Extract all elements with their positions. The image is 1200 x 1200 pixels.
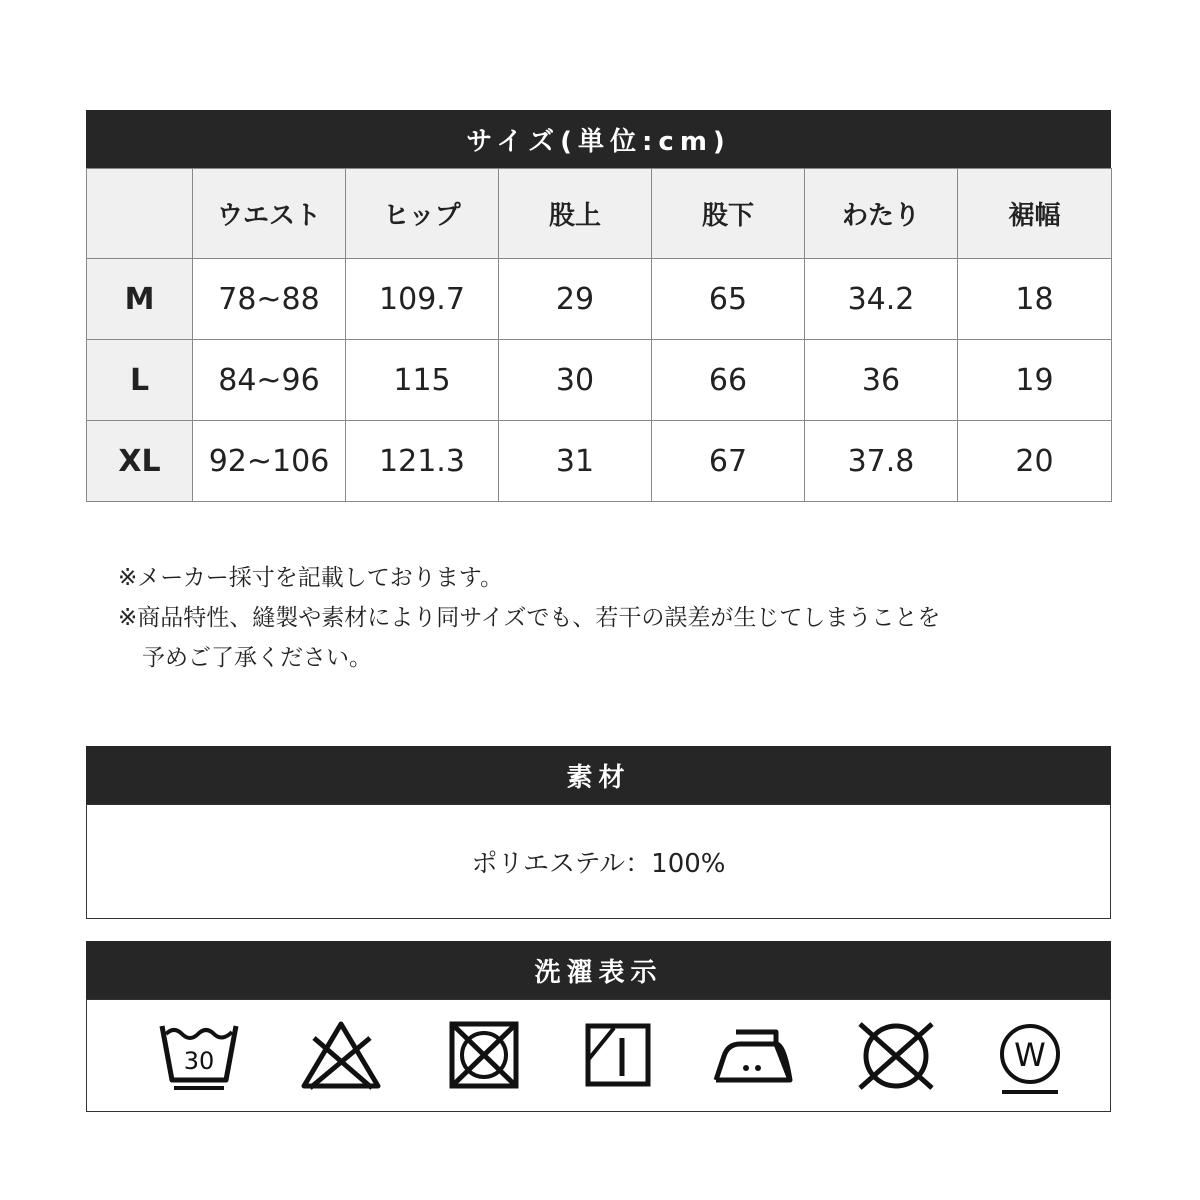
line-dry-shade-icon	[584, 1020, 654, 1092]
table-cell: 92~106	[193, 421, 346, 502]
header-waist: ウエスト	[193, 169, 346, 259]
table-cell: 37.8	[805, 421, 958, 502]
table-cell: 67	[652, 421, 805, 502]
table-header-row	[87, 169, 1112, 259]
wash-temp-label: 30	[183, 1047, 215, 1075]
header-corner-cell	[87, 169, 193, 259]
table-cell: 78~88	[193, 259, 346, 340]
table-cell: 19	[958, 340, 1112, 421]
no-tumble-dry-icon	[446, 1020, 522, 1092]
size-notes	[118, 558, 940, 678]
material-box	[86, 804, 1111, 919]
table-cell: 29	[499, 259, 652, 340]
table-row	[87, 340, 1112, 421]
care-section-title: 洗濯表示	[534, 957, 663, 988]
note-line: ※メーカー採寸を記載しております。	[118, 565, 503, 591]
table-cell: 30	[499, 340, 652, 421]
size-label: L	[87, 340, 193, 421]
header-inseam: 股下	[652, 169, 805, 259]
header-hem-width: 裾幅	[958, 169, 1112, 259]
wet-clean-icon	[996, 1020, 1064, 1096]
table-cell: 109.7	[346, 259, 499, 340]
no-bleach-icon	[300, 1020, 382, 1092]
wetclean-letter: W	[1014, 1036, 1046, 1074]
note-line: 予めご了承ください。	[142, 645, 372, 671]
header-thigh: わたり	[805, 169, 958, 259]
table-cell: 36	[805, 340, 958, 421]
table-cell: 18	[958, 259, 1112, 340]
care-section-header	[86, 941, 1111, 999]
material-section-header	[86, 746, 1111, 804]
table-cell: 20	[958, 421, 1112, 502]
table-cell: 66	[652, 340, 805, 421]
table-cell: 65	[652, 259, 805, 340]
table-cell: 115	[346, 340, 499, 421]
wash-30-icon	[158, 1020, 240, 1092]
header-hip: ヒップ	[346, 169, 499, 259]
no-dryclean-icon	[854, 1020, 938, 1092]
note-line: ※商品特性、縫製や素材により同サイズでも、若干の誤差が生じてしまうことを	[118, 605, 941, 631]
size-section-header	[86, 110, 1111, 168]
header-rise: 股上	[499, 169, 652, 259]
size-label: M	[87, 259, 193, 340]
table-cell: 121.3	[346, 421, 499, 502]
table-cell: 84~96	[193, 340, 346, 421]
table-row	[87, 421, 1112, 502]
size-table	[86, 168, 1112, 502]
table-cell: 34.2	[805, 259, 958, 340]
iron-low-icon	[712, 1020, 796, 1092]
table-row	[87, 259, 1112, 340]
size-label: XL	[87, 421, 193, 502]
table-cell: 31	[499, 421, 652, 502]
material-text: ポリエステル：100%	[471, 849, 726, 879]
size-section-title: サイズ(単位:cm)	[466, 126, 731, 157]
material-section-title: 素材	[566, 762, 631, 793]
